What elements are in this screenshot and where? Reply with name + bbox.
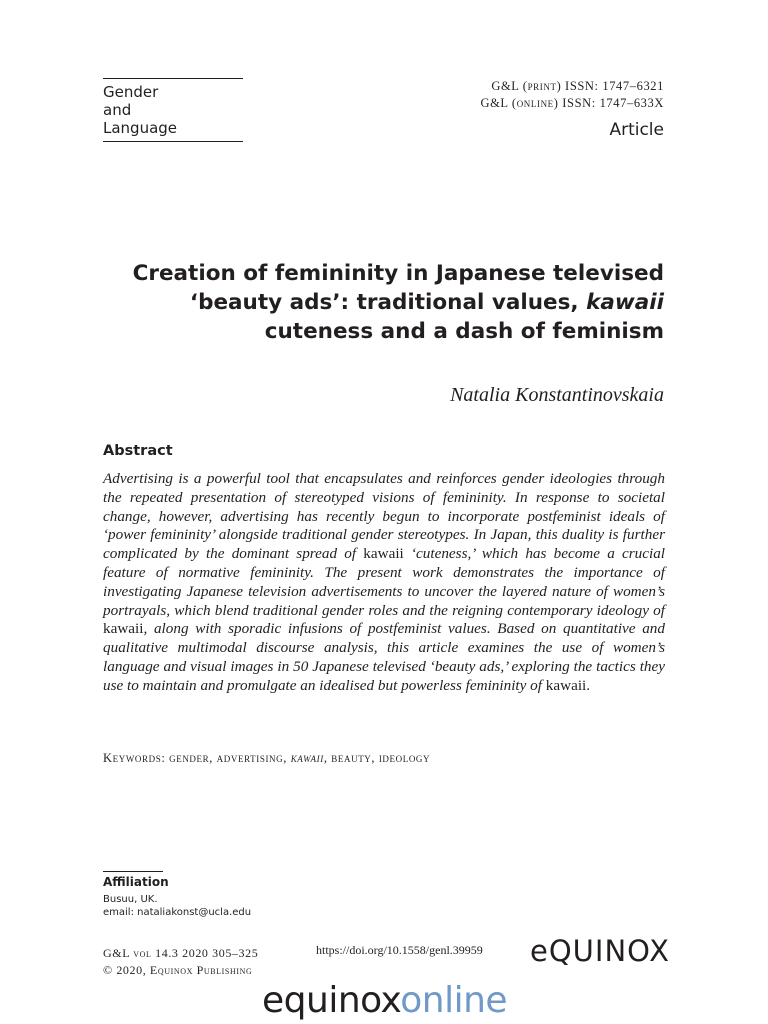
citation-copyright: © 2020, Equinox Publishing — [103, 963, 253, 977]
abstract-kawaii-3: kawaii — [545, 676, 587, 694]
citation-volume: G&L vol 14.3 2020 305–325 — [103, 946, 259, 960]
issn-online: G&L (online) ISSN: 1747–633X — [480, 96, 664, 110]
abstract-text — [103, 470, 665, 696]
journal-name-line: Gender — [103, 83, 159, 101]
keywords-label: Keywords: — [103, 751, 166, 765]
abstract-part-4: . — [586, 676, 591, 694]
journal-name-line: and — [103, 101, 132, 119]
keywords-kawaii: kawaii — [290, 751, 324, 765]
affiliation-org: Busuu, UK. — [103, 894, 158, 905]
citation-block — [103, 945, 258, 979]
issn-print: G&L (print) ISSN: 1747–6321 — [491, 79, 664, 93]
equinox-online-logo-part1: equinox — [262, 980, 401, 1021]
issn-block — [480, 78, 664, 112]
equinox-online-logo — [262, 980, 507, 1021]
abstract-kawaii-2: kawaii — [103, 620, 144, 638]
title-kawaii: kawaii — [586, 290, 664, 315]
affiliation-email: email: nataliakonst@ucla.edu — [103, 907, 252, 918]
keywords-line — [103, 751, 430, 766]
equinox-online-logo-part2: online — [400, 980, 508, 1021]
title-line-1: Creation of femininity in Japanese televised — [132, 261, 664, 286]
journal-name-box — [103, 78, 243, 142]
journal-name-line: Language — [103, 119, 178, 137]
author-name: Natalia Konstantinovskaia — [450, 384, 664, 406]
affiliation-heading: Affiliation — [103, 875, 169, 889]
title-line-2 — [104, 288, 664, 317]
title-line-3: cuteness and a dash of feminism — [264, 319, 664, 344]
abstract-part-3: , along with sporadic infusions of postfeminist values. Based on quantitative and qualitative multimodal discourse analysis, this article examines the use of women’s language and visual images in 50 Japanese televised ‘beauty ads,’ exploring the tactics they use to maintain and promulgate an idealised but powerless femininity of — [103, 620, 665, 694]
article-title — [104, 259, 664, 346]
title-line-2-text: ‘beauty ads’: traditional values, — [189, 290, 579, 315]
abstract-kawaii-1: kawaii — [363, 545, 404, 563]
equinox-logo: eQUINOX — [530, 934, 670, 968]
affiliation-rule — [103, 871, 163, 872]
abstract-part-1: Advertising is a powerful tool that encapsulates and reinforces gender ideologies through the repeated presentation of stereotyped visions of femininity. In response to societal change, however, advertising has recently begun to incorporate postfeminist ideals of ‘power femininity’ alongside traditional gender stereotypes. In Japan, this duality is further complicated by the dominant spread of — [103, 470, 665, 563]
doi-link[interactable]: https://doi.org/10.1558/genl.39959 — [316, 943, 483, 957]
article-type-label: Article — [609, 120, 664, 140]
abstract-heading: Abstract — [103, 443, 173, 459]
abstract-part-2: ‘cuteness,’ which has become a crucial feature of normative femininity. The present work demonstrates the importance of investigating Japanese television advertisements to uncover the layered nature of women’s portrayals, which blend traditional gender roles and the reigning contemporary ideology of — [103, 545, 666, 619]
keywords-post: , beauty, ideology — [323, 751, 431, 765]
keywords-pre: gender, advertising, — [169, 751, 287, 765]
